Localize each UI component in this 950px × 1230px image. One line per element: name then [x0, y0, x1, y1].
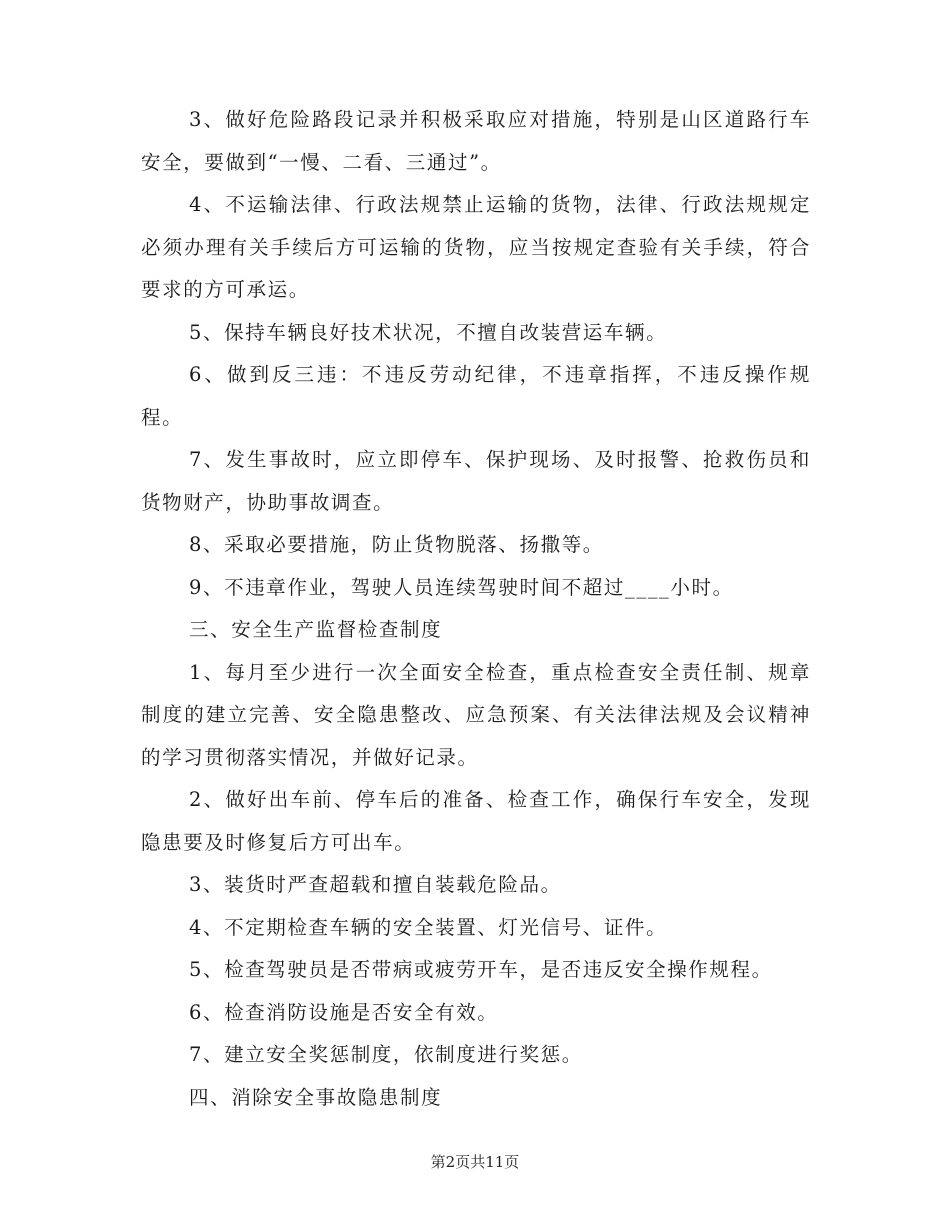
- paragraph-check-2-pre-trip: 2、做好出车前、停车后的准备、检查工作，确保行车安全，发现隐患要及时修复后方可出车。: [141, 788, 811, 854]
- paragraph-check-5-driver-fitness: 5、检查驾驶员是否带病或疲劳开车，是否违反安全操作规程。: [189, 958, 773, 981]
- paragraph-check-7-rewards: 7、建立安全奖惩制度，依制度进行奖惩。: [189, 1043, 583, 1066]
- paragraph-rule-7-accident-response: 7、发生事故时，应立即停车、保护现场、及时报警、抢救伤员和货物财产，协助事故调查。: [141, 448, 811, 514]
- paragraph-check-6-fire-facilities: 6、检查消防设施是否安全有效。: [189, 1000, 499, 1024]
- section-heading-supervision: 三、安全生产监督检查制度: [189, 618, 443, 641]
- paragraph-rule-4-prohibited-goods: 4、不运输法律、行政法规禁止运输的货物，法律、行政法规规定必须办理有关手续后方可运输的货物，应当按规定查验有关手续，符合要求的方可承运。: [141, 193, 811, 301]
- paragraph-check-3-loading: 3、装货时严查超载和擅自装载危险品。: [189, 873, 562, 896]
- paragraph-rule-6-three-violations: 6、做到反三违：不违反劳动纪律，不违章指挥，不违反操作规程。: [141, 363, 811, 429]
- document-body: [141, 99, 811, 1119]
- paragraph-rule-5-vehicle-condition: 5、保持车辆良好技术状况，不擅自改装营运车辆。: [189, 320, 668, 344]
- page-number-footer: 第2页共11页: [430, 1153, 520, 1171]
- paragraph-check-1-monthly: 1、每月至少进行一次全面安全检查，重点检查安全责任制、规章制度的建立完善、安全隐患整改、应急预案、有关法律法规及会议精神的学习贯彻落实情况，并做好记录。: [141, 660, 811, 769]
- section-heading-hazard-elimination: 四、消除安全事故隐患制度: [189, 1085, 443, 1109]
- paragraph-rule-8-cargo-securing: 8、采取必要措施，防止货物脱落、扬撒等。: [189, 533, 604, 556]
- paragraph-rule-9-driving-hours: 9、不违章作业，驾驶人员连续驾驶时间不超过____小时。: [189, 575, 734, 599]
- paragraph-check-4-devices: 4、不定期检查车辆的安全装置、灯光信号、证件。: [189, 915, 668, 939]
- paragraph-rule-3-hazard-sections: 3、做好危险路段记录并积极采取应对措施，特别是山区道路行车安全，要做到“一慢、二看、三通过”。: [141, 108, 811, 174]
